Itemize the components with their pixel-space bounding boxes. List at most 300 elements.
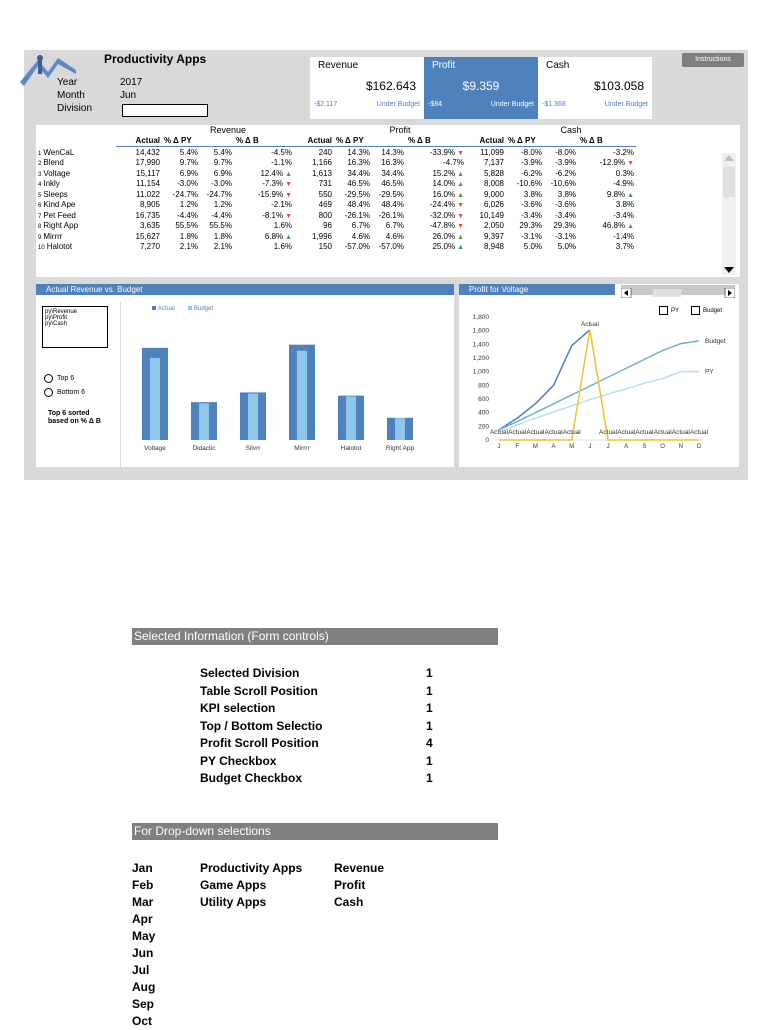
measure-listbox[interactable] [42, 306, 108, 348]
col-header-pct-py: % Δ PY [162, 136, 200, 147]
down-arrow-icon: ▼ [455, 212, 464, 220]
year-label: Year [57, 77, 78, 88]
y-tick-label: 1,800 [472, 314, 489, 321]
cash-pct-b: -12.9% ▼ [599, 158, 634, 168]
legend-swatch [152, 306, 156, 310]
revenue-actual: 11,022 [136, 189, 160, 199]
x-tick-label: S [642, 444, 647, 450]
kpi-status: Under Budget [604, 101, 648, 108]
table-row[interactable] [36, 158, 636, 169]
y-tick-label: 1,400 [472, 341, 489, 349]
revenue-pct-py: 6.9% [179, 168, 198, 178]
radio-top6[interactable] [44, 374, 74, 383]
info-key: Top / Bottom Selectio [200, 718, 323, 733]
info-key: PY Checkbox [200, 753, 277, 768]
profit-pct-py: 46.5% [347, 179, 370, 189]
bar-budget [395, 418, 405, 440]
col-header-pct-b: % Δ B [234, 136, 294, 147]
kpi-status: Under Budget [376, 101, 420, 108]
checkbox-label: PY [671, 307, 680, 314]
cash-actual: 2,050 [483, 221, 504, 231]
cash-actual: 7,137 [483, 158, 504, 168]
profit-pct-b: -47.8% ▼ [429, 221, 464, 231]
revenue-pct-py-2: 2.1% [213, 242, 232, 252]
table-row[interactable] [36, 168, 636, 179]
point-data-label: Actual [489, 429, 509, 436]
revenue-pct-py-2: 1.2% [213, 200, 232, 210]
series-label-budget: Budget [705, 337, 726, 345]
col-header-actual: Actual [116, 136, 162, 147]
profit-actual: 550 [318, 189, 332, 199]
measure-item: Revenue [334, 861, 385, 875]
kpi-status: Under Budget [490, 101, 534, 108]
cash-pct-py-2: -3.4% [555, 210, 576, 220]
radio-circle-icon [44, 374, 53, 383]
y-tick-label: 1,600 [472, 327, 489, 335]
profit-pct-py-2: -26.1% [378, 210, 404, 220]
revenue-actual: 16,735 [135, 210, 160, 220]
division-item: Game Apps [200, 878, 267, 892]
kpi-variance: -$84 [428, 101, 443, 108]
row-number: 4 [38, 182, 42, 189]
point-data-label: Actual [671, 429, 690, 436]
row-number: 3 [38, 171, 42, 178]
cash-pct-py-2: -10.6% [550, 179, 576, 189]
month-item: Oct [132, 1014, 153, 1028]
row-number: 6 [38, 203, 42, 210]
info-key: Profit Scroll Position [200, 736, 319, 750]
info-value: 1 [426, 666, 433, 680]
category-label: Didactic [192, 445, 216, 452]
cash-actual: 6,026 [483, 200, 504, 210]
revenue-actual: 7,270 [139, 242, 160, 252]
group-header-cash: Cash [560, 125, 582, 136]
table-row[interactable] [36, 221, 636, 232]
revenue-actual: 17,990 [135, 158, 160, 168]
info-value: 4 [426, 736, 433, 750]
down-arrow-icon: ▼ [283, 191, 292, 199]
row-name: Voltage [43, 168, 71, 178]
listbox-item[interactable]: py\Profit [45, 315, 68, 321]
row-number: 9 [38, 234, 42, 241]
cash-pct-b: 0.3% [615, 168, 634, 178]
profit-actual: 800 [318, 210, 332, 220]
profit-pct-py: 14.3% [347, 147, 370, 157]
bar-budget [199, 403, 209, 440]
x-tick-label: F [515, 444, 520, 450]
revenue-pct-py: -4.4% [177, 210, 198, 220]
down-arrow-icon: ▼ [625, 160, 634, 168]
profit-actual: 1,996 [311, 231, 332, 241]
point-data-label: Actual [508, 429, 527, 436]
profit-actual: 1,166 [311, 158, 332, 168]
line-chart-title: Profit for Voltage [459, 284, 615, 295]
month-value: Jun [120, 90, 137, 101]
radio-label: Bottom 6 [57, 389, 86, 396]
month-item: Feb [132, 878, 154, 892]
down-arrow-icon: ▼ [455, 149, 464, 157]
bar-budget [248, 394, 258, 440]
radio-bottom6[interactable] [44, 388, 85, 397]
profit-pct-py: -29.5% [344, 189, 370, 199]
point-data-label: Actual [544, 429, 563, 436]
profit-pct-py: -57.0% [344, 242, 370, 252]
revenue-pct-py-2: -3.0% [211, 179, 232, 189]
revenue-pct-py: 2.1% [179, 242, 198, 252]
division-item: Utility Apps [200, 895, 267, 909]
cash-pct-py-2: -6.2% [555, 168, 576, 178]
info-row [200, 735, 433, 753]
group-header-revenue: Revenue [209, 125, 247, 136]
kpi-card-revenue[interactable] [310, 57, 424, 119]
revenue-pct-b: 6.8% ▲ [264, 231, 292, 241]
revenue-actual: 11,154 [136, 179, 160, 189]
profit-pct-b: 15.2% ▲ [432, 168, 464, 178]
cash-pct-py: 29.3% [519, 221, 542, 231]
y-tick-label: 800 [478, 382, 489, 390]
col-header-pct-py: % Δ PY [334, 136, 372, 147]
info-value: 1 [426, 771, 433, 785]
profit-actual: 469 [318, 200, 332, 210]
profit-pct-b: -24.4% ▼ [429, 200, 464, 210]
profit-actual: 150 [318, 242, 332, 252]
measures-list [334, 860, 384, 911]
up-arrow-icon: ▲ [455, 191, 464, 199]
kpi-card-cash[interactable] [538, 57, 652, 119]
cash-pct-b: -1.4% [613, 231, 634, 241]
cash-pct-py: 5.0% [523, 242, 542, 252]
division-label: Division [57, 103, 93, 114]
kpi-variance: -$2.117 [314, 101, 338, 108]
row-number: 8 [38, 224, 42, 231]
revenue-actual: 3,635 [139, 221, 160, 231]
x-tick-label: J [606, 444, 610, 450]
bar-chart-panel [36, 284, 454, 467]
month-item: May [132, 929, 156, 943]
listbox-item[interactable]: py\Revenue [45, 309, 78, 315]
row-name: Inkly [43, 179, 60, 189]
legend-label: Budget [194, 306, 214, 312]
month-item: Apr [132, 912, 153, 926]
info-row [200, 753, 433, 771]
info-key: Budget Checkbox [200, 771, 303, 785]
profit-pct-py: -26.1% [344, 210, 370, 220]
revenue-pct-py-2: 5.4% [213, 147, 232, 157]
row-name: WenCaL [43, 147, 75, 157]
row-label [36, 147, 116, 158]
cash-pct-py: -3.6% [521, 200, 542, 210]
cash-pct-py-2: 5.0% [557, 242, 576, 252]
table-row[interactable] [36, 200, 636, 211]
profit-pct-b: 16.0% ▲ [432, 189, 464, 199]
cash-pct-b: 3.7% [615, 242, 634, 252]
point-data-label: Actual [653, 429, 672, 436]
kpi-value: $162.643 [365, 79, 416, 93]
revenue-pct-b: 1.6% [273, 242, 292, 252]
kpi-label: Cash [546, 60, 570, 71]
down-arrow-icon: ▼ [283, 181, 292, 189]
up-arrow-icon: ▲ [455, 181, 464, 189]
profit-pct-b: -4.7% [443, 158, 464, 168]
series-label-py: PY [705, 368, 714, 376]
month-item: Aug [132, 980, 156, 994]
cash-pct-py: -8.0% [521, 147, 542, 157]
divider [120, 302, 121, 467]
kpi-label: Revenue [318, 60, 359, 71]
point-data-label: Actual [689, 429, 709, 436]
profit-actual: 731 [318, 179, 332, 189]
up-arrow-icon: ▲ [283, 233, 292, 241]
point-data-label: Actual [580, 320, 599, 328]
cash-pct-py-2: -3.9% [555, 158, 576, 168]
y-tick-label: 0 [485, 437, 489, 444]
month-item: Jun [132, 946, 154, 960]
row-label [36, 221, 116, 232]
row-label [36, 158, 116, 169]
month-label: Month [57, 90, 85, 101]
info-row [200, 770, 433, 788]
section-header-dropdowns: For Drop-down selections [132, 823, 498, 840]
table-scrollbar[interactable] [722, 153, 736, 275]
down-arrow-icon: ▼ [455, 223, 464, 231]
profit-pct-py-2: -29.5% [378, 189, 404, 199]
revenue-pct-py-2: 6.9% [213, 168, 232, 178]
kpi-value: $9.359 [462, 79, 500, 93]
down-arrow-icon: ▼ [455, 202, 464, 210]
profit-actual: 1,613 [311, 168, 332, 178]
y-tick-label: 200 [478, 423, 489, 431]
revenue-pct-b: 1.6% [273, 221, 292, 231]
revenue-pct-b: -4.5% [271, 147, 292, 157]
cash-pct-py: -3.9% [521, 158, 542, 168]
cash-pct-py: -6.2% [521, 168, 542, 178]
revenue-pct-py-2: 9.7% [213, 158, 232, 168]
revenue-pct-b: 12.4% ▲ [260, 168, 292, 178]
revenue-pct-b: -1.1% [271, 158, 292, 168]
info-key: Table Scroll Position [200, 683, 318, 698]
revenue-pct-py: 1.2% [179, 200, 198, 210]
x-tick-label: O [660, 444, 665, 450]
month-item: Jul [132, 963, 150, 977]
row-number: 2 [38, 161, 42, 168]
measure-item: Profit [334, 878, 366, 892]
cash-pct-b: 9.8% ▲ [606, 189, 634, 199]
row-name: Kind Ape [43, 200, 76, 210]
cash-pct-b: -4.9% [613, 179, 634, 189]
table-row[interactable] [36, 189, 636, 200]
cash-actual: 8,008 [483, 179, 504, 189]
profit-pct-b: 26.0% ▲ [432, 231, 464, 241]
row-label [36, 231, 116, 242]
profit-pct-py-2: 34.4% [381, 168, 404, 178]
cash-pct-b: -3.2% [613, 147, 634, 157]
point-data-label: Actual [526, 429, 545, 436]
up-arrow-icon: ▲ [455, 233, 464, 241]
revenue-pct-py: 9.7% [179, 158, 198, 168]
kpi-variance: -$1.368 [542, 101, 566, 108]
division-dropdown[interactable] [122, 104, 208, 117]
revenue-actual: 14,432 [135, 147, 160, 157]
profit-pct-py-2: 16.3% [381, 158, 404, 168]
x-tick-label: M [532, 444, 538, 450]
listbox-item[interactable]: py\Cash [45, 321, 68, 327]
month-item: Sep [132, 997, 155, 1011]
line-chart [459, 312, 739, 462]
info-value: 1 [426, 683, 433, 698]
radio-label: Top 6 [57, 375, 75, 382]
col-header-pct-py: % Δ PY [506, 136, 544, 147]
profit-pct-py: 48.4% [347, 200, 370, 210]
cash-actual: 9,397 [483, 231, 504, 241]
cash-pct-b: -3.4% [613, 210, 634, 220]
revenue-pct-py: -24.7% [172, 189, 198, 199]
cash-pct-py-2: -3.6% [555, 200, 576, 210]
scroll-arrows-icon [621, 288, 735, 298]
division-item: Productivity Apps [200, 861, 303, 875]
cash-pct-b: 3.8% [615, 200, 634, 210]
cash-actual: 5,828 [483, 168, 504, 178]
info-row [200, 665, 433, 683]
profit-pct-b: 25.0% ▲ [432, 242, 464, 252]
y-tick-label: 1,200 [472, 355, 489, 362]
profit-pct-py: 34.4% [347, 168, 370, 178]
y-tick-label: 600 [478, 396, 489, 403]
col-header-actual: Actual [294, 136, 334, 147]
category-label: Silvrr [245, 445, 261, 452]
month-item: Mar [132, 895, 154, 909]
down-arrow-icon: ▼ [283, 212, 292, 220]
point-data-label: Actual [599, 429, 618, 436]
legend-swatch [188, 306, 192, 310]
row-name: Pet Feed [43, 210, 76, 220]
cash-pct-py-2: -8.0% [555, 147, 576, 157]
profit-pct-py-2: -57.0% [378, 242, 404, 252]
profit-pct-py: 6.7% [351, 221, 370, 231]
year-value: 2017 [120, 77, 143, 88]
profit-scrollbar[interactable] [621, 285, 735, 295]
row-label [36, 168, 116, 179]
kpi-table [36, 125, 636, 252]
x-tick-label: M [569, 444, 575, 450]
revenue-pct-py-2: -24.7% [206, 189, 232, 199]
profit-pct-b: -32.0% ▼ [429, 210, 464, 220]
profit-pct-py-2: 46.5% [381, 179, 404, 189]
table-row[interactable] [36, 147, 636, 158]
table-row[interactable] [36, 231, 636, 242]
cash-pct-py: -10.6% [516, 179, 542, 189]
revenue-pct-py: 55.5% [175, 221, 198, 231]
info-row [200, 718, 433, 736]
up-arrow-icon: ▲ [625, 191, 634, 199]
profit-actual: 240 [318, 147, 332, 157]
row-number: 7 [38, 213, 42, 220]
revenue-pct-py-2: -4.4% [211, 210, 232, 220]
info-row [200, 683, 433, 701]
scroll-arrows-icon [722, 153, 736, 275]
y-tick-label: 1,000 [472, 368, 489, 376]
row-number: 5 [38, 192, 42, 199]
line-series [499, 330, 699, 440]
revenue-pct-b: -2.1% [271, 200, 292, 210]
bar-legend [152, 306, 213, 312]
divisions-list [200, 860, 302, 911]
table-row[interactable] [36, 179, 636, 190]
revenue-pct-b: -15.9% ▼ [257, 189, 292, 199]
bar-budget [297, 351, 307, 440]
revenue-pct-py: 5.4% [179, 147, 198, 157]
revenue-pct-py: -3.0% [177, 179, 198, 189]
info-value: 1 [426, 718, 433, 733]
cash-pct-py: 3.8% [523, 189, 542, 199]
info-key: KPI selection [200, 701, 276, 715]
row-name: Sleeps [43, 189, 68, 199]
up-arrow-icon: ▲ [283, 170, 292, 178]
cash-actual: 10,149 [479, 210, 504, 220]
row-number: 10 [38, 245, 45, 252]
x-tick-label: J [497, 444, 501, 450]
table-row[interactable] [36, 210, 636, 221]
cash-pct-py-2: -3.1% [555, 231, 576, 241]
up-arrow-icon: ▲ [455, 244, 464, 252]
info-value: 1 [426, 701, 433, 715]
row-number: 1 [38, 150, 42, 157]
revenue-pct-py: 1.8% [179, 231, 198, 241]
cash-pct-py-2: 3.8% [557, 189, 576, 199]
legend-label: Actual [158, 306, 175, 312]
profit-pct-py-2: 6.7% [385, 221, 404, 231]
kpi-table-panel [36, 125, 740, 277]
row-name: Right App [43, 221, 79, 231]
col-header-actual: Actual [466, 136, 506, 147]
row-name: Mirrrr [43, 231, 63, 241]
col-header-pct-b: % Δ B [578, 136, 636, 147]
row-label [36, 189, 116, 200]
kpi-card-profit[interactable] [424, 57, 538, 119]
x-tick-label: A [551, 444, 556, 450]
measure-item: Cash [334, 895, 364, 909]
cash-pct-py-2: 29.3% [553, 221, 576, 231]
table-row[interactable] [36, 242, 636, 253]
col-header-pct-b: % Δ B [406, 136, 466, 147]
category-label: Voltage [144, 445, 166, 452]
kpi-label: Profit [432, 60, 456, 71]
profit-pct-b: -33.9% ▼ [429, 147, 464, 157]
point-data-label: Actual [617, 429, 636, 436]
group-header-profit: Profit [389, 125, 411, 136]
x-tick-label: N [678, 444, 683, 450]
line-chart-panel [459, 284, 739, 467]
bar-budget [346, 396, 356, 440]
profit-actual: 96 [323, 221, 332, 231]
profit-pct-py-2: 14.3% [381, 147, 404, 157]
sort-note: Top 6 sorted based on % Δ B [48, 410, 101, 425]
month-item: Jan [132, 861, 153, 875]
months-list [132, 860, 155, 1030]
row-label [36, 210, 116, 221]
profit-pct-py: 16.3% [347, 158, 370, 168]
profit-pct-b: 14.0% ▲ [432, 179, 464, 189]
row-label [36, 242, 116, 253]
bar-budget [150, 358, 160, 440]
row-name: Blend [43, 158, 64, 168]
point-data-label: Actual [635, 429, 654, 436]
instructions-button[interactable]: Instructions [682, 53, 744, 67]
cash-actual: 8,948 [483, 242, 504, 252]
row-name: Halotot [46, 242, 73, 252]
revenue-pct-b: -8.1% ▼ [262, 210, 292, 220]
up-arrow-icon: ▲ [625, 223, 634, 231]
x-tick-label: D [696, 444, 702, 450]
